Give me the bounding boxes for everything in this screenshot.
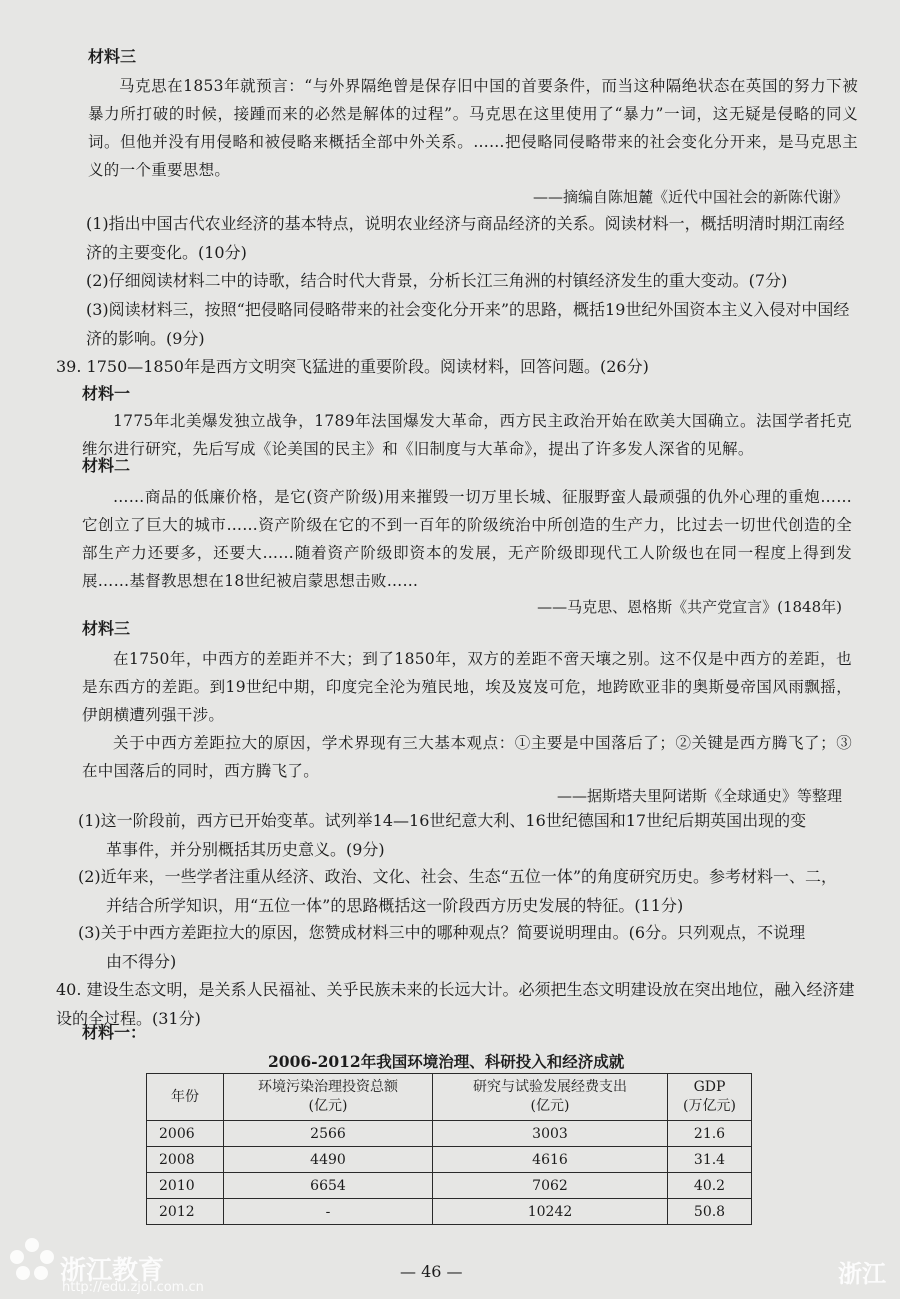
table-cell: 40.2 bbox=[668, 1173, 752, 1199]
table-cell: 2012 bbox=[147, 1199, 224, 1225]
q39-question-1: (1)这一阶段前，西方已开始变革。试列举14—16世纪意大利、16世纪德国和17世纪后期英国出现的变 革事件，并分别概括其历史意义。(9分) bbox=[78, 811, 807, 859]
q39-stem: 39. 1750—1850年是西方文明突飞猛进的重要阶段。阅读材料，回答问题。(26分) bbox=[56, 357, 649, 376]
col-header-year: 年份 bbox=[147, 1074, 224, 1121]
watermark-url: http://edu.zjol.com.cn bbox=[62, 1280, 204, 1295]
table-title: 2006-2012年我国环境治理、科研投入和经济成就 bbox=[268, 1052, 625, 1071]
material3-source: ——摘编自陈旭麓《近代中国社会的新陈代谢》 bbox=[532, 188, 848, 206]
watermark-text-right: 浙江 bbox=[838, 1260, 886, 1288]
table-cell: - bbox=[224, 1199, 433, 1225]
q39-material1-heading: 材料一 bbox=[82, 384, 131, 403]
q38-question-2: (2)仔细阅读材料二中的诗歌，结合时代大背景，分析长江三角洲的村镇经济发生的重大变动。(7分) bbox=[86, 271, 788, 290]
watermark-logo-icon bbox=[10, 1238, 54, 1282]
q39-material3-source: ——据斯塔夫里阿诺斯《全球通史》等整理 bbox=[556, 787, 842, 805]
data-table bbox=[146, 1073, 752, 1225]
table-cell: 2006 bbox=[147, 1121, 224, 1147]
q39-material2-heading: 材料二 bbox=[82, 456, 131, 475]
table-cell: 10242 bbox=[433, 1199, 668, 1225]
watermark-text-main: 浙江教育 bbox=[60, 1256, 165, 1286]
table-cell: 6654 bbox=[224, 1173, 433, 1199]
q40-material1-heading: 材料一： bbox=[82, 1023, 147, 1042]
q39-question-2: (2)近年来，一些学者注重从经济、政治、文化、社会、生态“五位一体”的角度研究历史。参考材料一、二， 并结合所学知识，用“五位一体”的思路概括这一阶段西方历史发展的特征。(11分) bbox=[78, 867, 838, 915]
table-row bbox=[147, 1147, 752, 1173]
col-header-rd-expenditure: 研究与试验发展经费支出 (亿元) bbox=[433, 1074, 668, 1121]
table-cell: 2010 bbox=[147, 1173, 224, 1199]
table-cell: 7062 bbox=[433, 1173, 668, 1199]
q39-material3-body-1: 在1750年，中西方的差距并不大；到了1850年，双方的差距不啻天壤之别。这不仅是中西方的差距，也是东西方的差距。到19世纪中期，印度完全沦为殖民地，埃及岌岌可危，地跨欧亚非的奥斯曼帝国风雨飘摇，伊朗横遭列强干涉。 bbox=[82, 650, 852, 724]
table-row bbox=[147, 1199, 752, 1225]
table-row bbox=[147, 1121, 752, 1147]
material3-body: 马克思在1853年就预言：“与外界隔绝曾是保存旧中国的首要条件，而当这种隔绝状态在英国的努力下被暴力所打破的时候，接踵而来的必然是解体的过程”。马克思在这里使用了“暴力”一词，这无疑是侵略的同义词。但他并没有用侵略和被侵略来概括全部中外关系。……把侵略同侵略带来的社会变化分开来，是马克思主义的一个重要思想。 bbox=[88, 77, 858, 179]
table-cell: 3003 bbox=[433, 1121, 668, 1147]
q39-material1-body: 1775年北美爆发独立战争，1789年法国爆发大革命，西方民主政治开始在欧美大国确立。法国学者托克维尔进行研究，先后写成《论美国的民主》和《旧制度与大革命》，提出了许多发人深省的见解。 bbox=[82, 412, 852, 458]
table-cell: 21.6 bbox=[668, 1121, 752, 1147]
material3-heading: 材料三 bbox=[88, 47, 137, 66]
table-cell: 31.4 bbox=[668, 1147, 752, 1173]
table-cell: 2008 bbox=[147, 1147, 224, 1173]
page-number: — 46 — bbox=[400, 1262, 463, 1281]
col-header-env-investment: 环境污染治理投资总额 (亿元) bbox=[224, 1074, 433, 1121]
q39-material2-body: ……商品的低廉价格，是它(资产阶级)用来摧毁一切万里长城、征服野蛮人最顽强的仇外心理的重炮……它创立了巨大的城市……资产阶级在它的不到一百年的阶级统治中所创造的生产力，比过去一切世代创造的全部生产力还要多，还要大……随着资产阶级即资本的发展，无产阶级即现代工人阶级也在同一程度上得到发展……基督教思想在18世纪被启蒙思想击败…… bbox=[82, 488, 852, 590]
col-header-gdp: GDP (万亿元) bbox=[668, 1074, 752, 1121]
table-cell: 4490 bbox=[224, 1147, 433, 1173]
table-cell: 50.8 bbox=[668, 1199, 752, 1225]
q39-material2-source: ——马克思、恩格斯《共产党宣言》(1848年) bbox=[537, 598, 842, 616]
q39-material3-body-2: 关于中西方差距拉大的原因，学术界现有三大基本观点：①主要是中国落后了；②关键是西方腾飞了；③在中国落后的同时，西方腾飞了。 bbox=[82, 734, 852, 780]
q40-stem: 40. 建设生态文明，是关系人民福祉、关乎民族未来的长远大计。必须把生态文明建设放在突出地位，融入经济建设的全过程。(31分) bbox=[56, 980, 855, 1028]
q39-question-3: (3)关于中西方差距拉大的原因，您赞成材料三中的哪种观点？简要说明理由。(6分。只列观点，不说理 由不得分) bbox=[78, 923, 806, 971]
q39-material3-heading: 材料三 bbox=[82, 619, 131, 638]
q38-question-3: (3)阅读材料三，按照“把侵略同侵略带来的社会变化分开来”的思路，概括19世纪外国资本主义入侵对中国经济的影响。(9分) bbox=[86, 300, 850, 348]
table-cell: 2566 bbox=[224, 1121, 433, 1147]
table-row bbox=[147, 1173, 752, 1199]
table-header-row bbox=[147, 1074, 752, 1121]
table-cell: 4616 bbox=[433, 1147, 668, 1173]
q38-question-1: (1)指出中国古代农业经济的基本特点，说明农业经济与商品经济的关系。阅读材料一，概括明清时期江南经济的主要变化。(10分) bbox=[86, 214, 845, 262]
